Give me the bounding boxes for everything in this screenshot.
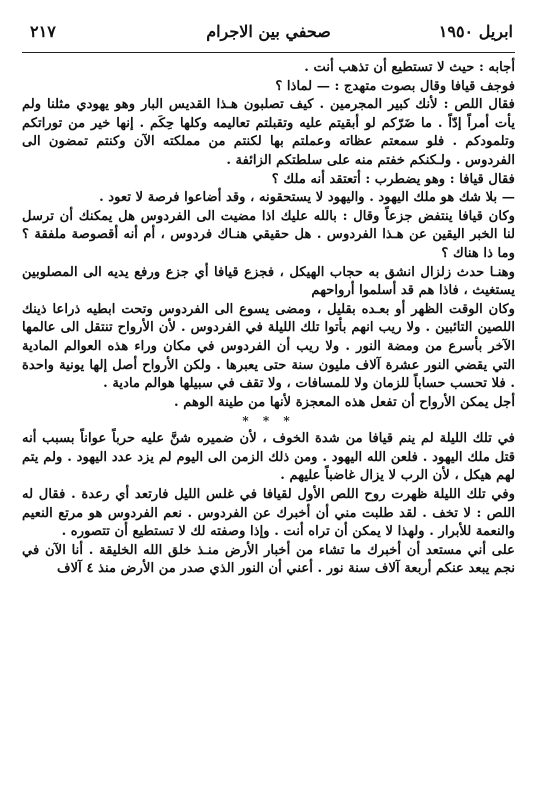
- paragraph: على أني مستعد أن أخبرك ما تشاء من أخبار الأرض منـذ خلق الله الخليقة . أنا الآن في نجم يبعد عنكم أربعة آلاف سنة نور . أعني أن النور الذي صدر من الأرض منذ ٤ آلاف: [22, 542, 515, 577]
- paragraph: — بلا شك هو ملك اليهود . واليهود لا يستحقونه ، وقد أضاعوا فرصة لا تعود .: [99, 190, 515, 206]
- paragraph: أجل يمكن الأرواح أن تفعل هذه المعجزة لأنها من طينة الوهم .: [174, 394, 515, 410]
- page-number: ٢١٧: [30, 22, 56, 41]
- paragraph: أجابه : حيث لا تستطيع أن تذهب أنت .: [304, 60, 515, 75]
- issue-date: ابريل ١٩٥٠: [438, 22, 513, 41]
- article-body: [22, 59, 515, 579]
- paragraph: فقال اللص : لأنك كبير المجرمين . كيف تصلبون هـذا القديس البار وهو يهودي مثلنا ولم يأت أمراً إدّاً . ما ضَرّكم لو أبقيتم عليه وتقبلتم تعاليمه وكلها حِكَم . إنها خير من توراتكم وتلمودكم . فلو سمعتم عظاته وعملتم بها لكنتم من مملكته الآن وكنتم تمضون الى الفردوس . ولـكنكم خفتم منه على سلطتكم الزائفة .: [22, 97, 515, 168]
- paragraph: فقال قيافا : وهو يضطرب : أتعتقد أنه ملك ؟: [271, 171, 515, 187]
- section-separator: * * *: [242, 414, 295, 429]
- running-title: صحفي بين الاجرام: [206, 22, 331, 41]
- paragraph: وكان قيافا ينتفض جزعاً وقال : بالله عليك اذا مضيت الى الفردوس هل يمكنك أن ترسل لنا الخبر اليقين عن هـذا الفردوس . هل حقيقي هنـاك فردوس ، أم أنه أقصوصة ملفقة ؟ وما ذا هناك ؟: [22, 208, 515, 261]
- running-header: [22, 22, 515, 50]
- paragraph: وكان الوقت الظهر أو بعـده بقليل ، ومضى يسوع الى الفردوس وتحت ابطيه ذراعا ذينك اللصين التائبين . ولا ريب انهم بأتوا تلك الليلة في الفردوس . لأن الأرواح تنتقل الى عالمها الآخر بأسرع من ومضة النور . ولا ريب أن الفردوس في مكان وراء هذه العوالم المادية التي يقضي النور عشرة آلاف مليون سنة حتى يعبرها . ولكن الأرواح أصل إلها يونية واحدة . فلا تحسب حساباً للزمان ولا للمسافات ، ولا تقف في سبيلها هوالم مادية .: [22, 301, 515, 392]
- paragraph: في تلك الليلة لم ينم قيافا من شدة الخوف ، لأن ضميره شنَّ عليه حرباً عواناً بسبب أنه قتل ملك اليهود . فلعن الله اليهود . ومن ذلك الزمن الى اليوم لم يزد عدد اليهود . ولم يتم لهم هيكل ، لأن الرب لا يزال غاضباً عليهم .: [22, 431, 515, 484]
- paragraph: وهنـا حدث زلزال انشق به حجاب الهيكل ، فجزع قيافا أي جزع ورفع يديه الى المصلوبين يستغيث ، فاذا هم قد أسلموا أرواحهم: [22, 264, 515, 299]
- header-rule: [22, 52, 515, 53]
- paragraph: وفي تلك الليلة ظهرت روح اللص الأول لقيافا في غلس الليل فارتعد أي رعدة . فقال له اللص : لا تخف . لقد طلبت مني أن أخبرك عن الفردوس . نعم الفردوس هو مرتع النعيم والنعمة للأبرار . ولهذا لا يمكن أن تراه أنت . وإذا وصفته لك لا تستطيع أن تتصوره .: [22, 487, 515, 540]
- paragraph: فوجف قيافا وقال بصوت متهدج : — لماذا ؟: [275, 78, 515, 94]
